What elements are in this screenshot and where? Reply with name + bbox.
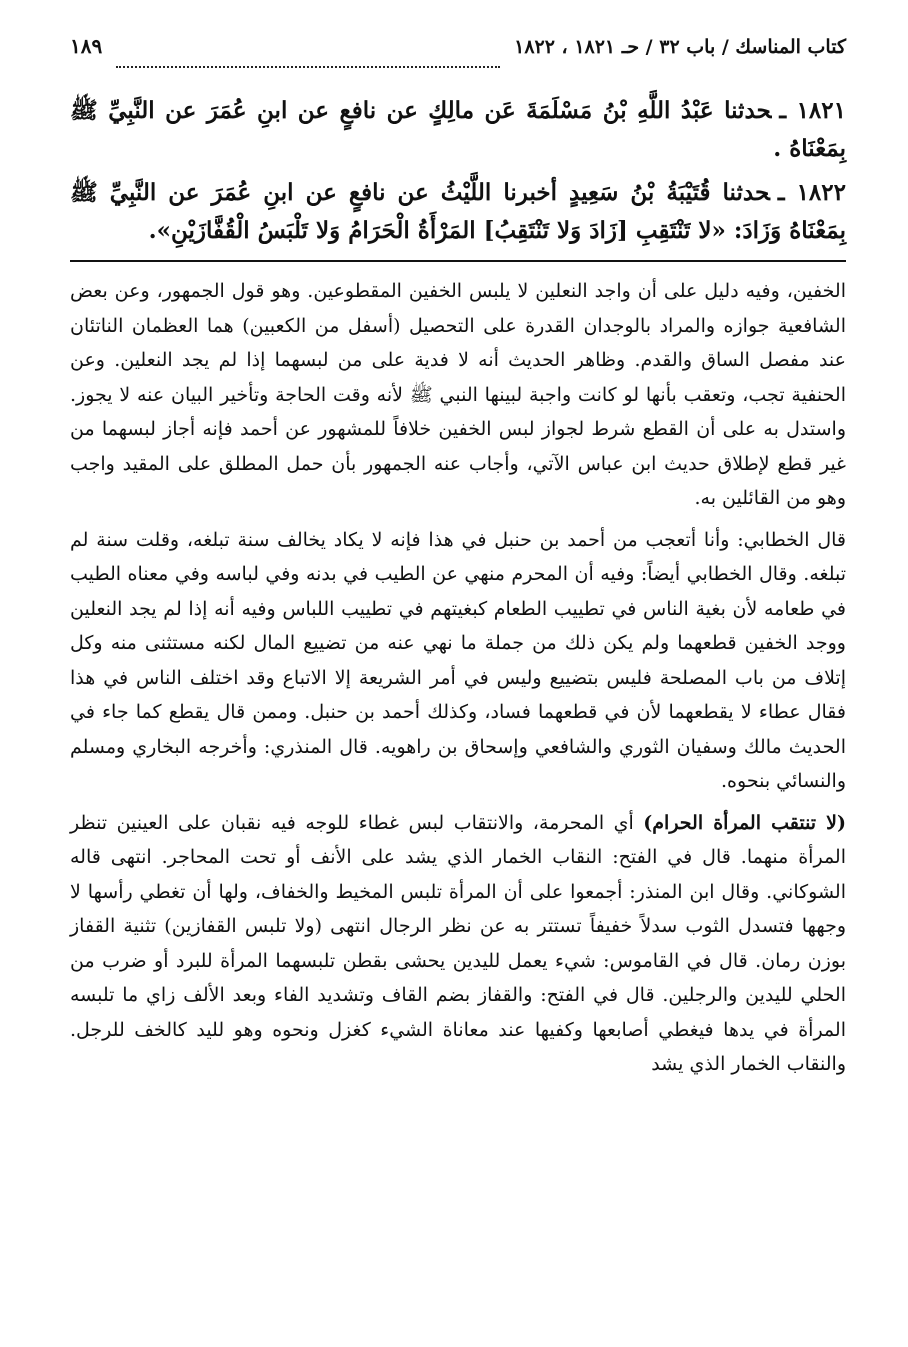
hadith-1822 xyxy=(70,174,846,250)
commentary xyxy=(70,274,846,1082)
separator-rule xyxy=(70,260,846,262)
paragraph-text: قال الخطابي: وأنا أتعجب من أحمد بن حنبل في هذا فإنه لا يكاد يخالف سنة تبلغه، وقلت سنة لم تبلغه. وقال الخطابي أيضاً: وفيه أن المحرم منهي عن الطيب في بدنه وفي لباسه وفي معناه الطيب في طعامه لأن بغية الناس في تطييب الطعام كبغيتهم في تطييب اللباس وفيه أنه إذا لم يجد النعلين ووجد الخفين قطعهما ولم يكن ذلك من جملة ما نهي عنه من تضييع المال لكنه مستثنى منه وكل إتلاف من باب المصلحة فليس بتضييع وليس في أمر الشريعة إلا الاتباع وقد اختلف الناس في هذا فقال عطاء لا يقطعهما لأن في قطعهما فساد، وكذلك أحمد بن حنبل. وممن قال يقطع كما جاء في الحديث مالك وسفيان الثوري والشافعي وإسحاق بن راهويه. قال المنذري: وأخرجه البخاري ومسلم والنسائي بنحوه. xyxy=(70,528,846,792)
hadith-number: ١٨٢٢ ـ xyxy=(777,179,846,206)
commentary-paragraph-2 xyxy=(70,523,846,799)
header-leader-dots xyxy=(116,65,500,68)
paragraph-lead: (لا تنتقب المرأة الحرام) xyxy=(643,811,846,834)
commentary-paragraph-3 xyxy=(70,806,846,1082)
hadith-text: حدثنا عَبْدُ اللَّهِ بْنُ مَسْلَمَةَ عَن مالِكٍ عن نافعٍ عن ابنِ عُمَرَ عن النَّبِيِّ ﷺ بِمَعْنَاهُ . xyxy=(70,97,846,162)
paragraph-text: أي المحرمة، والانتقاب لبس غطاء للوجه فيه نقبان على العينين تنظر المرأة منهما. قال في الفتح: النقاب الخمار الذي يشد على الأنف أو تحت المحاجر. انتهى قاله الشوكاني. وقال ابن المنذر: أجمعوا على أن المرأة تلبس المخيط والخفاف، ولها أن تغطي رأسها لا وجهها فتسدل الثوب سدلاً خفيفاً تستتر به عن نظر الرجال انتهى (ولا تلبس القفازين) تثنية القفاز بوزن رمان. قال في القاموس: شيء يعمل لليدين يحشى بقطن تلبسهما المرأة للبرد أو ضرب من الحلي لليدين والرجلين. قال في الفتح: والقفاز بضم القاف وتشديد الفاء وبعد الألف زاي ما تلبسه المرأة في يدها فيغطي أصابعها وكفيها عند معاناة الشيء كغزل ونحوه وهو لليد كالخف للرجل. والنقاب الخمار الذي يشد xyxy=(70,811,846,1075)
hadith-text: حدثنا قُتَيْبَةُ بْنُ سَعِيدٍ أخبرنا اللَّيْثُ عن نافعٍ عن ابنِ عُمَرَ عن النَّبِيِّ ﷺ بِمَعْنَاهُ وَزَادَ: «لا تَنْتَقِبِ [زَادَ وَلا تَنْتَقِبُ] المَرْأَةُ الْحَرَامُ وَلا تَلْبَسُ الْقُفَّازَيْنِ». xyxy=(70,179,846,244)
hadith-number: ١٨٢١ ـ xyxy=(779,97,846,124)
hadith-1821 xyxy=(70,92,846,168)
commentary-paragraph-1 xyxy=(70,274,846,516)
paragraph-text: الخفين، وفيه دليل على أن واجد النعلين لا يلبس الخفين المقطوعين. وهو قول الجمهور، وعن بعض الشافعية جوازه والمراد بالوجدان القدرة على التحصيل (أسفل من الكعبين) هما العظمان الناتئان عند مفصل الساق والقدم. وظاهر الحديث أنه لا فدية على من لبسهما إذا لم يجد النعلين. وعن الحنفية تجب، وتعقب بأنها لو كانت واجبة لبينها النبي ﷺ لأنه وقت الحاجة وتأخير البيان عنه لا يجوز. واستدل به على أن القطع شرط لجواز لبس الخفين خلافاً للمشهور عن أحمد فإنه أجاز لبسهما من غير قطع لإطلاق حديث ابن عباس الآتي، وأجاب عنه الجمهور بأن حمل المطلق على المقيد واجب وهو من القائلين به. xyxy=(70,280,846,509)
page-header xyxy=(70,34,846,74)
running-title: كتاب المناسك / باب ٣٢ / حـ ١٨٢١ ، ١٨٢٢ xyxy=(514,36,846,58)
page-number: ١٨٩ xyxy=(70,34,103,58)
